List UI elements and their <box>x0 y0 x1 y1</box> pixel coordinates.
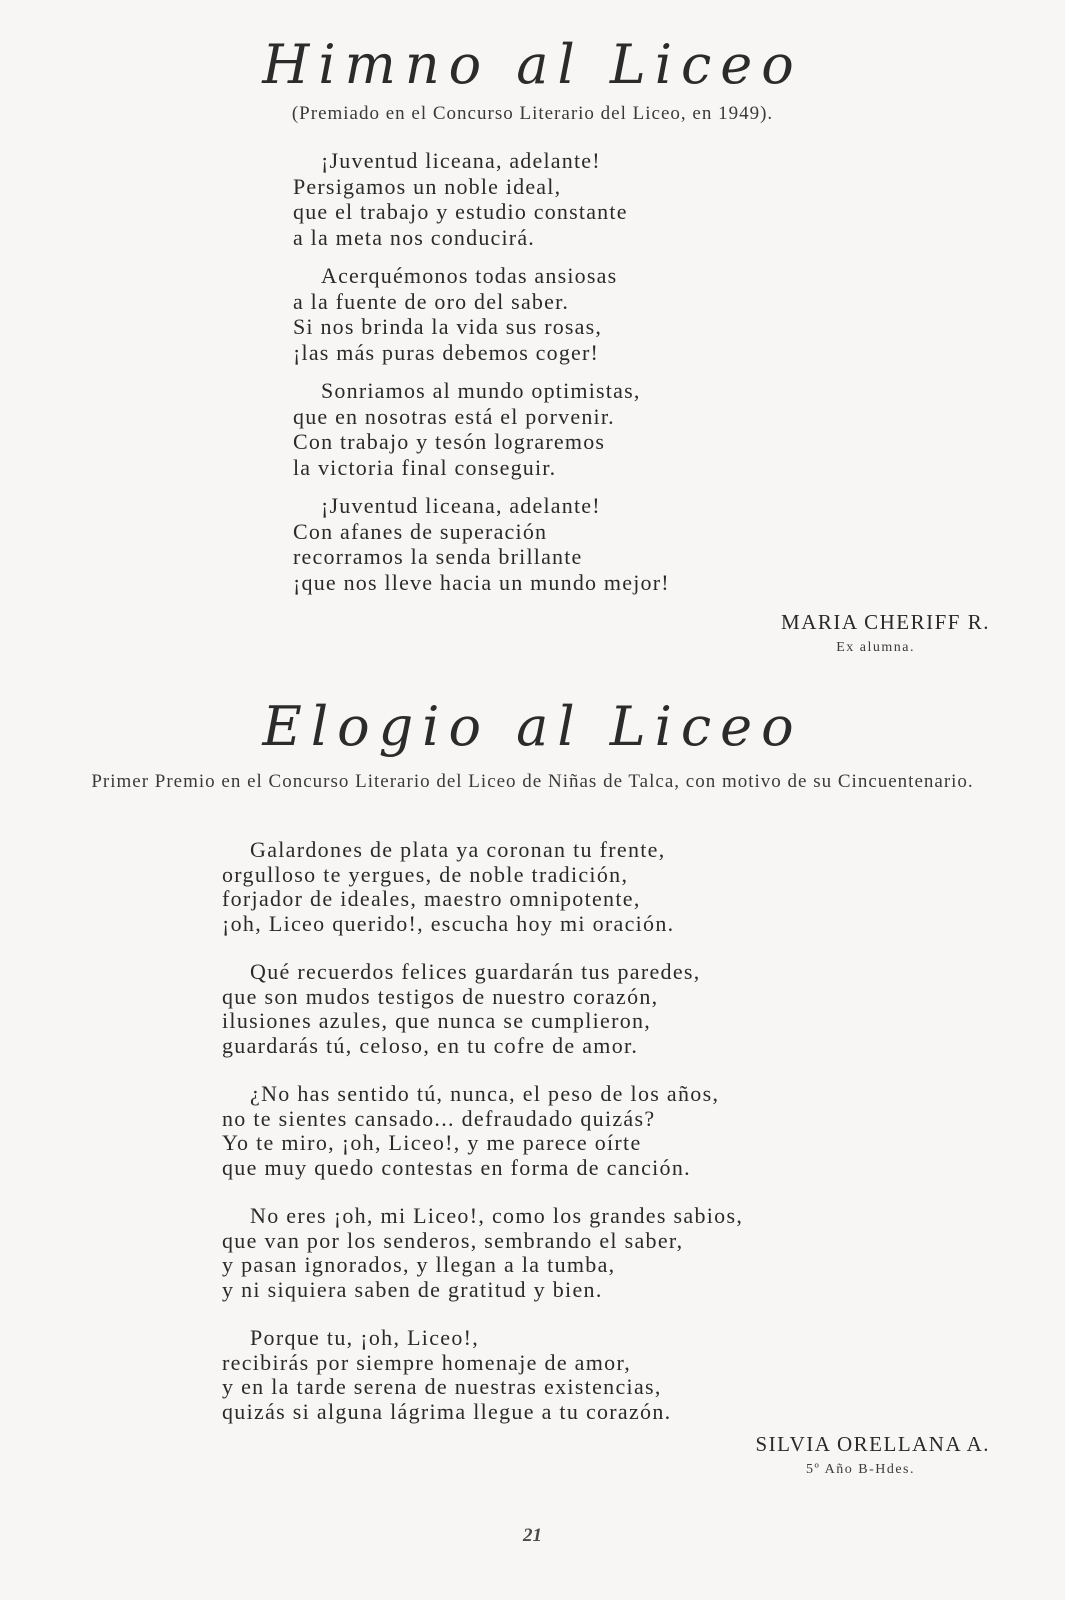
verse-line: que el trabajo y estudio constante <box>293 199 628 224</box>
verse-line: Sonriamos al mundo optimistas, <box>321 378 641 403</box>
verse-line: Galardones de plata ya coronan tu frente, <box>250 837 666 862</box>
verse-line: que muy quedo contestas en forma de canción. <box>222 1154 691 1180</box>
verse-line: y pasan ignorados, y llegan a la tumba, <box>222 1252 616 1277</box>
poem2-stanza-3 <box>222 1082 743 1180</box>
poem1-title: Himno al Liceo <box>262 33 803 96</box>
verse-line: que son mudos testigos de nuestro corazón, <box>222 983 659 1009</box>
verse-line: ¡Juventud liceana, adelante! <box>321 493 601 518</box>
verse-line: ¡oh, Liceo querido!, escucha hoy mi oración. <box>222 910 675 936</box>
poem2-stanza-2 <box>222 960 743 1058</box>
verse-line: forjador de ideales, maestro omnipotente, <box>222 886 641 911</box>
poem1-stanza-2 <box>293 263 670 365</box>
verse-line: la victoria final conseguir. <box>293 454 557 480</box>
verse-line: que van por los senderos, sembrando el saber, <box>222 1227 684 1253</box>
verse-line: Qué recuerdos felices guardarán tus paredes, <box>250 959 701 984</box>
verse-line: Yo te miro, ¡oh, Liceo!, y me parece oírte <box>222 1130 642 1155</box>
verse-line: y en la tarde serena de nuestras existencias, <box>222 1374 662 1399</box>
verse-line: Persigamos un noble ideal, <box>293 173 562 199</box>
verse-line: guardarás tú, celoso, en tu cofre de amor. <box>222 1032 639 1058</box>
verse-line: recorramos la senda brillante <box>293 544 583 569</box>
verse-line: ¡las más puras debemos coger! <box>293 339 600 365</box>
poem1-stanza-4 <box>293 493 670 595</box>
verse-line: quizás si alguna lágrima llegue a tu corazón. <box>222 1398 672 1424</box>
page-number: 21 <box>523 1525 542 1546</box>
verse-line: y ni siquiera saben de gratitud y bien. <box>222 1276 603 1302</box>
poem2-body <box>222 838 743 1448</box>
verse-line: ilusiones azules, que nunca se cumplieron, <box>222 1008 652 1033</box>
poem2-author: SILVIA ORELLANA A. <box>755 1432 990 1456</box>
poem1-author: MARIA CHERIFF R. <box>781 610 990 634</box>
verse-line: recibirás por siempre homenaje de amor, <box>222 1349 632 1375</box>
verse-line: Con afanes de superación <box>293 518 548 544</box>
verse-line: Acerquémonos todas ansiosas <box>321 263 618 288</box>
verse-line: a la fuente de oro del saber. <box>293 288 570 314</box>
poem1-subtitle: (Premiado en el Concurso Literario del Liceo, en 1949). <box>291 103 774 124</box>
verse-line: que en nosotras está el porvenir. <box>293 403 615 429</box>
verse-line: no te sientes cansado... defraudado quizás? <box>222 1105 656 1131</box>
verse-line: Con trabajo y tesón lograremos <box>293 429 606 454</box>
poem2-title: Elogio al Liceo <box>262 695 803 758</box>
poem1-body <box>293 148 670 608</box>
verse-line: ¡Juventud liceana, adelante! <box>321 148 601 173</box>
verse-line: Si nos brinda la vida sus rosas, <box>293 314 603 339</box>
poem2-stanza-1 <box>222 838 743 936</box>
verse-line: No eres ¡oh, mi Liceo!, como los grandes sabios, <box>250 1203 744 1228</box>
poem2-stanza-5 <box>222 1326 743 1424</box>
verse-line: orgulloso te yergues, de noble tradición, <box>222 861 629 887</box>
verse-line: Porque tu, ¡oh, Liceo!, <box>250 1325 480 1350</box>
poem1-author-note: Ex alumna. <box>836 640 915 655</box>
poem2-stanza-4 <box>222 1204 743 1302</box>
poem1-stanza-1 <box>293 148 670 250</box>
verse-line: ¡que nos lleve hacia un mundo mejor! <box>293 569 670 595</box>
verse-line: ¿No has sentido tú, nunca, el peso de los años, <box>250 1081 720 1106</box>
poem2-author-note: 5º Año B-Hdes. <box>806 1462 915 1477</box>
verse-line: a la meta nos conducirá. <box>293 224 535 250</box>
poem1-stanza-3 <box>293 378 670 480</box>
poem2-subtitle: Primer Premio en el Concurso Literario del Liceo de Niñas de Talca, con motivo de su Cincuentenario. <box>91 771 974 792</box>
